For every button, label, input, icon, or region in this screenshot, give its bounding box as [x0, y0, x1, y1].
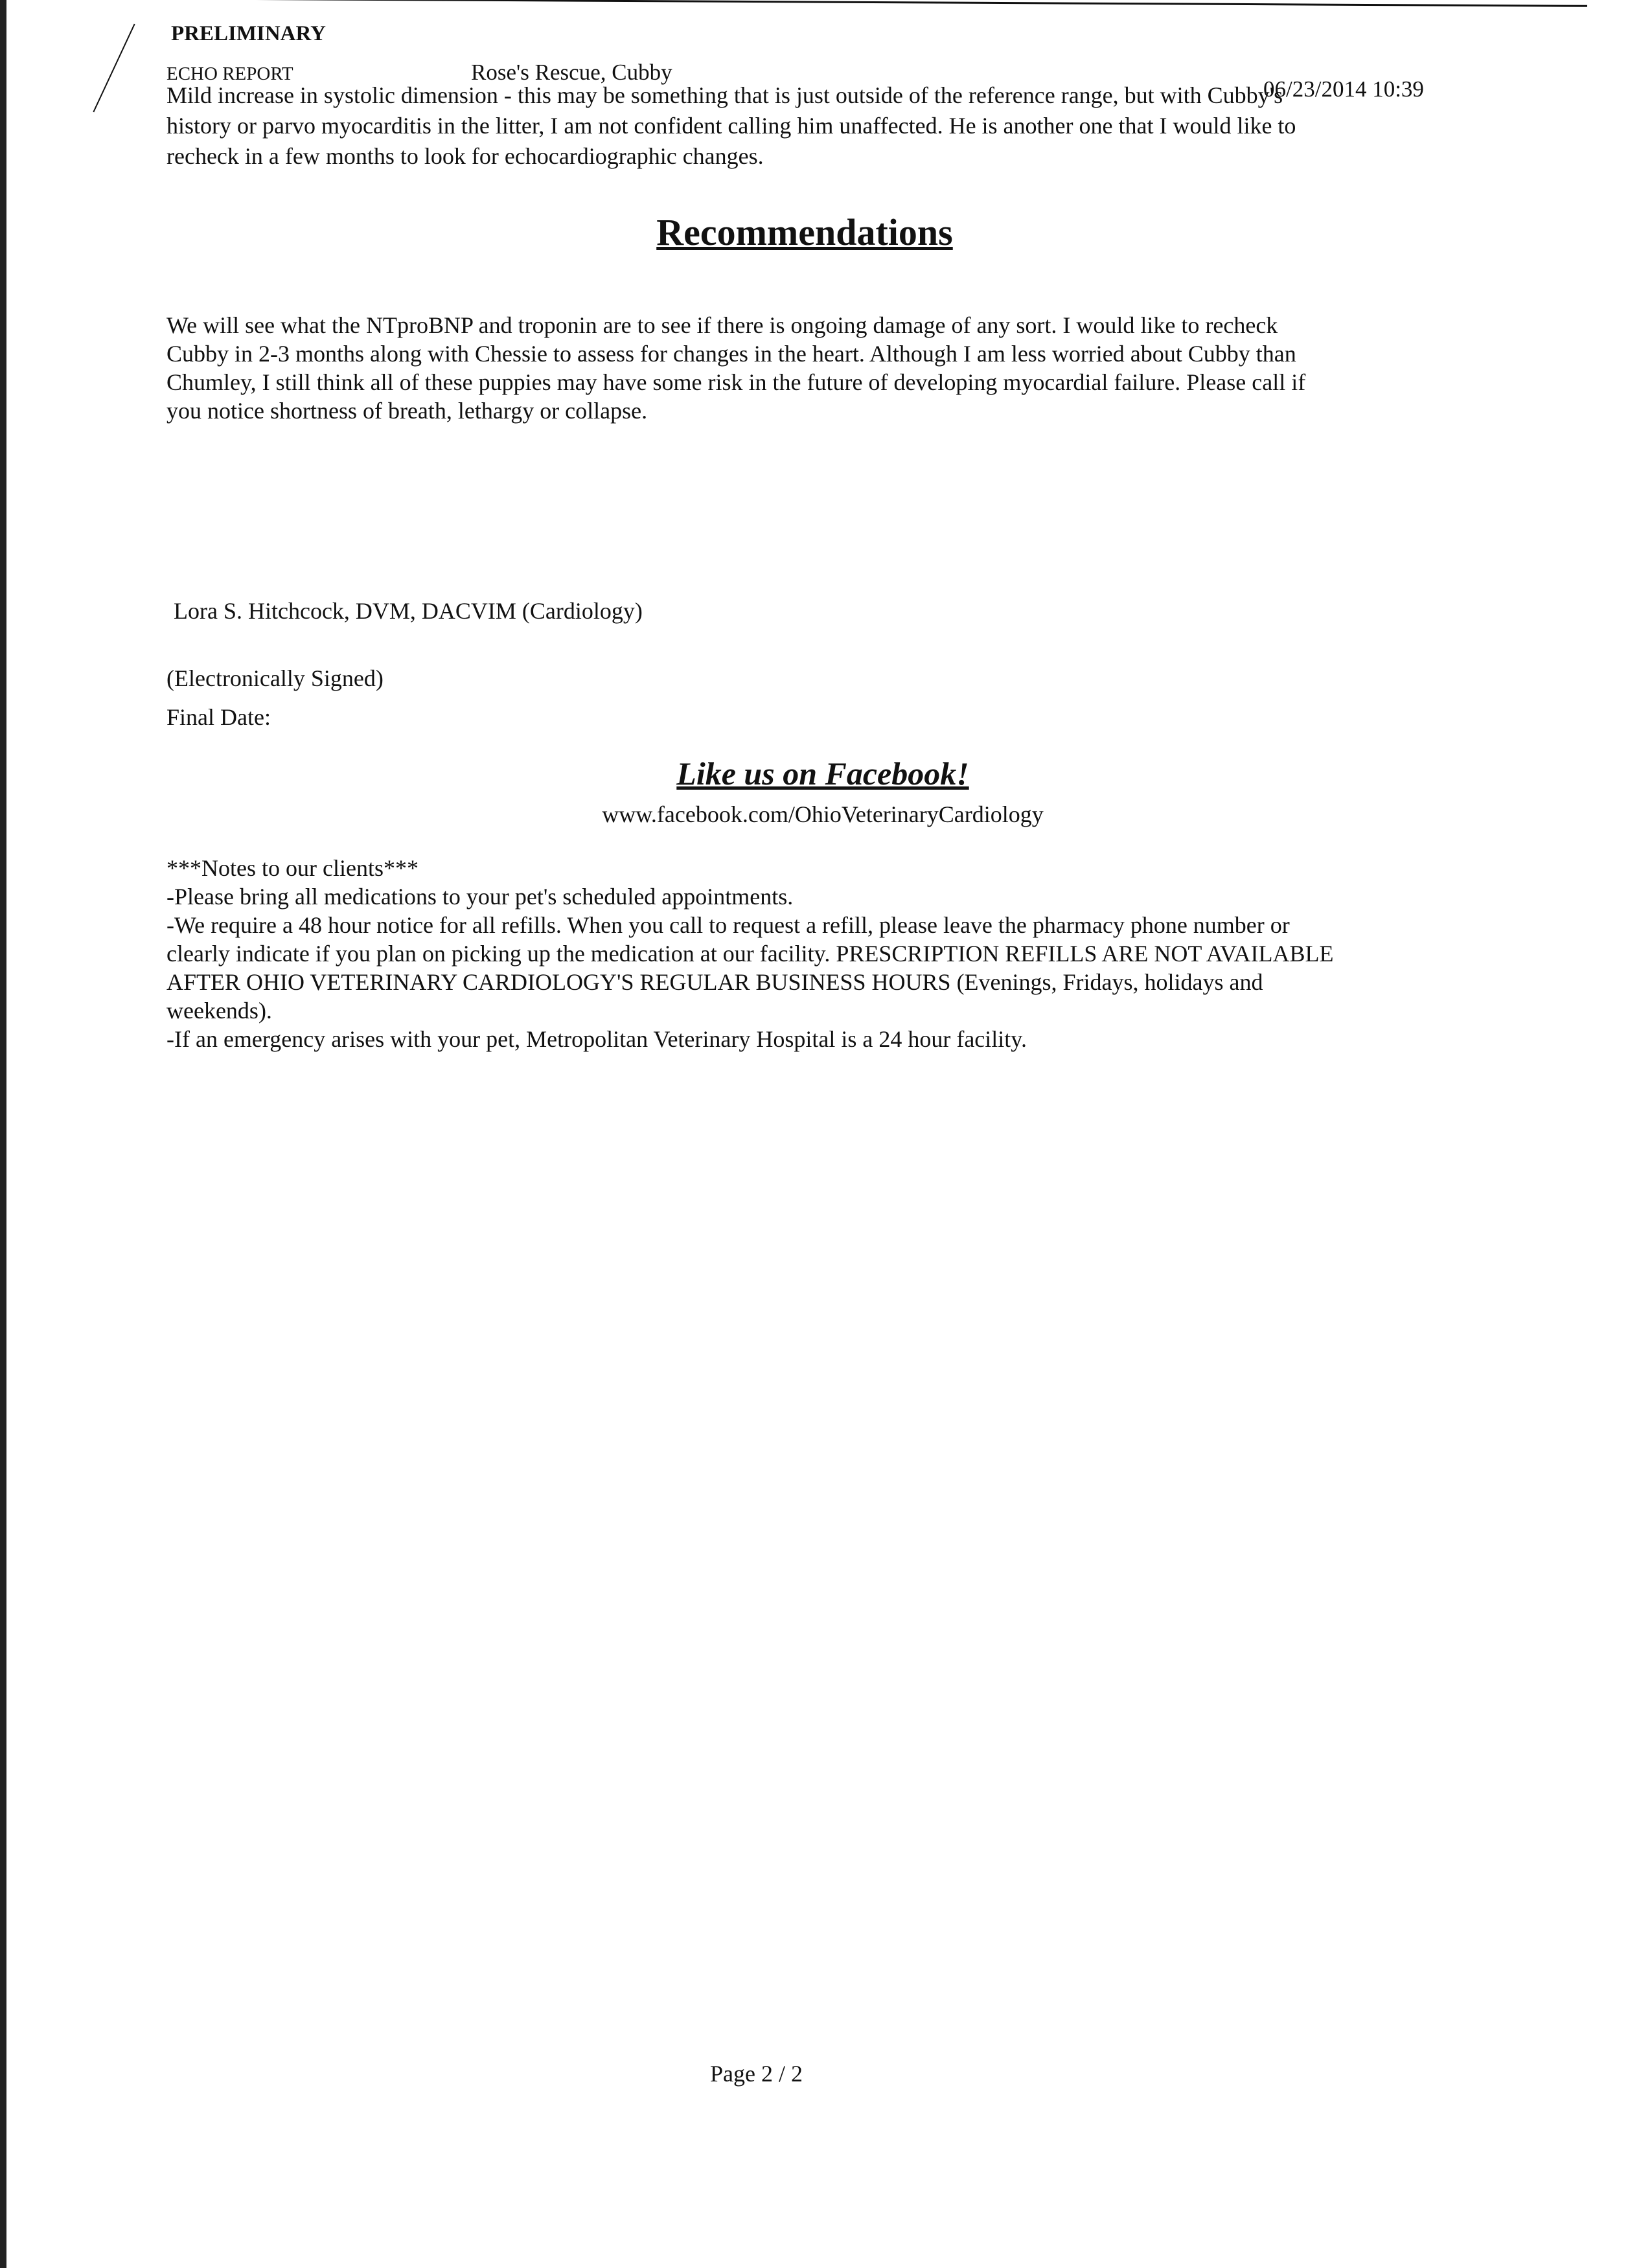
preliminary-label: PRELIMINARY	[171, 22, 327, 45]
recommendations-line: We will see what the NTproBNP and troponin are to see if there is ongoing damage of any sort. I would like to recheck	[166, 312, 1278, 338]
notes-line: clearly indicate if you plan on picking up the medication at our facility. PRESCRIPTION REFILLS ARE NOT AVAILABLE	[166, 941, 1334, 967]
report-datetime: 06/23/2014 10:39	[1263, 76, 1424, 102]
client-notes	[166, 854, 1410, 1053]
recommendations-line: Chumley, I still think all of these puppies may have some risk in the future of developing myocardial failure. Please call if	[166, 369, 1306, 395]
findings-line: Mild increase in systolic dimension - this may be something that is just outside of the reference range, but with Cubby's	[166, 82, 1283, 108]
report-type: ECHO REPORT	[166, 63, 293, 84]
scan-edge-left	[0, 0, 6, 2268]
final-date-label: Final Date:	[166, 704, 271, 730]
notes-line: AFTER OHIO VETERINARY CARDIOLOGY'S REGULAR BUSINESS HOURS (Evenings, Fridays, holidays and	[166, 969, 1263, 995]
electronic-signature: (Electronically Signed)	[166, 665, 384, 691]
recommendations-line: you notice shortness of breath, lethargy or collapse.	[166, 398, 648, 424]
findings-line: history or parvo myocarditis in the litter, I am not confident calling him unaffected. He is another one that I would like to	[166, 113, 1296, 139]
facebook-tagline: Like us on Facebook!	[676, 755, 969, 792]
scan-mark	[93, 24, 135, 113]
signer-name: Lora S. Hitchcock, DVM, DACVIM (Cardiology)	[174, 598, 643, 624]
findings-line: recheck in a few months to look for echocardiographic changes.	[166, 143, 764, 169]
findings-text	[166, 80, 1410, 172]
notes-line: -We require a 48 hour notice for all refills. When you call to request a refill, please leave the pharmacy phone number or	[166, 912, 1290, 938]
recommendations-line: Cubby in 2-3 months along with Chessie to assess for changes in the heart. Although I am less worried about Cubby than	[166, 341, 1296, 367]
page-number: Page 2 / 2	[710, 2061, 803, 2087]
notes-line: -If an emergency arises with your pet, Metropolitan Veterinary Hospital is a 24 hour facility.	[166, 1026, 1027, 1052]
patient-name: Rose's Rescue, Cubby	[471, 60, 672, 85]
scan-edge-line	[162, 0, 1587, 7]
notes-line: ***Notes to our clients***	[166, 855, 419, 881]
facebook-url[interactable]: www.facebook.com/OhioVeterinaryCardiology	[602, 801, 1044, 827]
recommendations-text	[166, 311, 1410, 425]
recommendations-heading: Recommendations	[656, 211, 953, 253]
notes-line: -Please bring all medications to your pet's scheduled appointments.	[166, 884, 794, 910]
notes-line: weekends).	[166, 998, 272, 1024]
